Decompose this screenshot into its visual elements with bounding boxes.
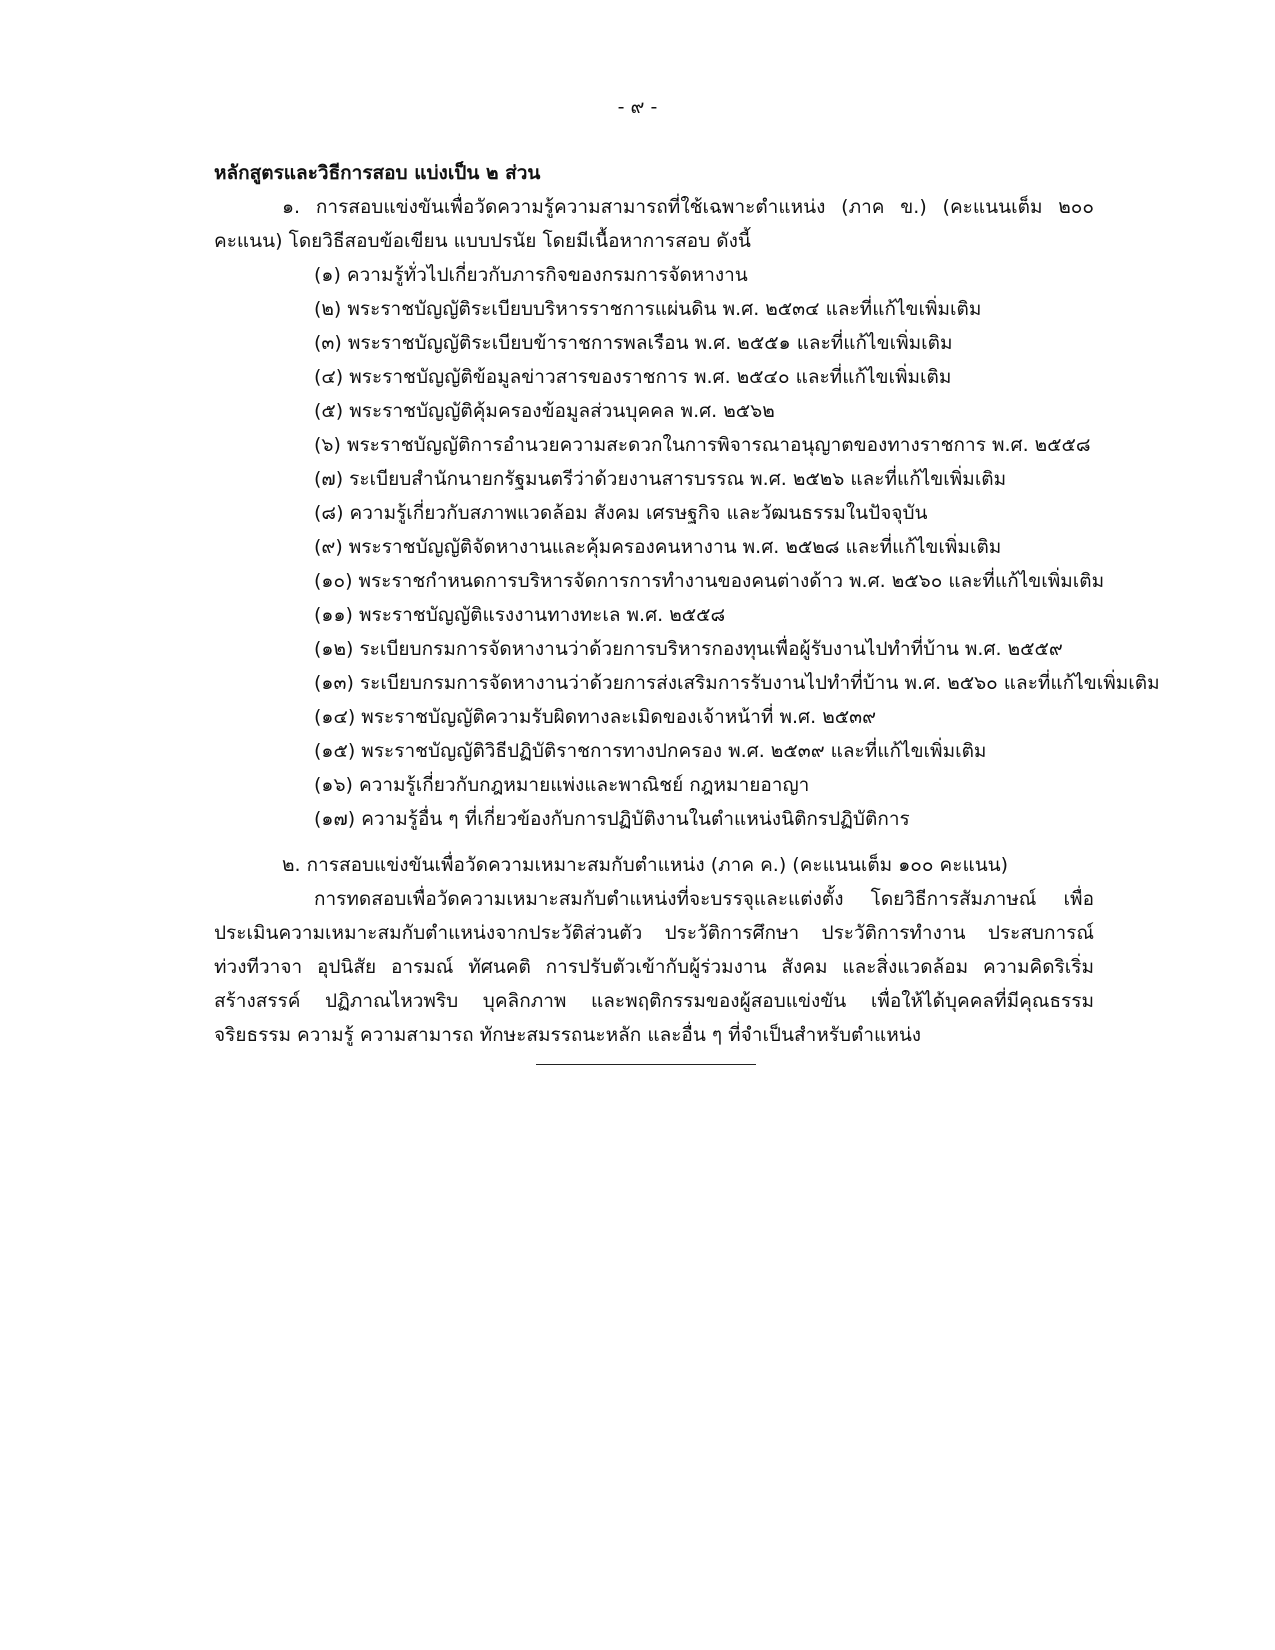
exam-topic-item: (๑๒) ระเบียบกรมการจัดหางานว่าด้วยการบริหารกองทุนเพื่อผู้รับงานไปทำที่บ้าน พ.ศ. ๒๕๕๙ — [314, 638, 1063, 660]
exam-topic-item: (๗) ระเบียบสำนักนายกรัฐมนตรีว่าด้วยงานสารบรรณ พ.ศ. ๒๕๒๖ และที่แก้ไขเพิ่มเติม — [314, 468, 1007, 490]
exam-topic-item: (๒) พระราชบัญญัติระเบียบบริหารราชการแผ่นดิน พ.ศ. ๒๕๓๔ และที่แก้ไขเพิ่มเติม — [314, 298, 982, 320]
exam-topic-item: (๖) พระราชบัญญัติการอำนวยความสะดวกในการพิจารณาอนุญาตของทางราชการ พ.ศ. ๒๕๕๘ — [314, 434, 1091, 456]
exam-topic-list — [214, 258, 1160, 836]
page-number: - ๙ - — [617, 96, 658, 118]
section-1-line-2: โดยวิธีสอบข้อเขียน แบบปรนัย โดยมีเนื้อหาการสอบ ดังนี้ — [288, 230, 751, 252]
exam-topic-item: (๑๓) ระเบียบกรมการจัดหางานว่าด้วยการส่งเสริมการรับงานไปทำที่บ้าน พ.ศ. ๒๕๖๐ และที่แก้ไขเพิ่มเติม — [314, 672, 1160, 694]
section-2-paragraph: การทดสอบเพื่อวัดความเหมาะสมกับตำแหน่งที่จะบรรจุและแต่งตั้ง โดยวิธีการสัมภาษณ์ เพื่อประเมินความเหมาะสมกับตำแหน่งจากประวัติส่วนตัว ประวัติการศึกษา ประวัติการทำงาน ประสบการณ์ ท่วงทีวาจา อุปนิสัย อารมณ์ ทัศนคติ การปรับตัวเข้ากับผู้ร่วมงาน สังคม และสิ่งแวดล้อม ความคิดริเริ่ม สร้างสรรค์ ปฏิภาณไหวพริบ บุคลิกภาพ และพฤติกรรมของผู้สอบแข่งขัน เพื่อให้ได้บุคคลที่มีคุณธรรม จริยธรรม ความรู้ ความสามารถ ทักษะสมรรถนะหลัก และอื่น ๆ ที่จำเป็นสำหรับตำแหน่ง — [214, 888, 1094, 1046]
exam-topic-item: (๑๐) พระราชกำหนดการบริหารจัดการการทำงานของคนต่างด้าว พ.ศ. ๒๕๖๐ และที่แก้ไขเพิ่มเติม — [314, 570, 1105, 592]
exam-topic-item: (๕) พระราชบัญญัติคุ้มครองข้อมูลส่วนบุคคล พ.ศ. ๒๕๖๒ — [314, 400, 775, 422]
section-2-title: ๒. การสอบแข่งขันเพื่อวัดความเหมาะสมกับตำแหน่ง (ภาค ค.) (คะแนนเต็ม ๑๐๐ คะแนน) — [282, 854, 1009, 876]
exam-topic-item: (๑๗) ความรู้อื่น ๆ ที่เกี่ยวข้องกับการปฏิบัติงานในตำแหน่งนิติกรปฏิบัติการ — [314, 808, 910, 830]
exam-topic-item: (๑๑) พระราชบัญญัติแรงงานทางทะเล พ.ศ. ๒๕๕๘ — [314, 604, 726, 626]
exam-topic-item: (๑๔) พระราชบัญญัติความรับผิดทางละเมิดของเจ้าหน้าที่ พ.ศ. ๒๕๓๙ — [314, 706, 877, 728]
section-1-title — [214, 190, 1094, 258]
exam-topic-item: (๑๖) ความรู้เกี่ยวกับกฎหมายแพ่งและพาณิชย์ กฎหมายอาญา — [314, 774, 810, 796]
exam-topic-item: (๑) ความรู้ทั่วไปเกี่ยวกับภารกิจของกรมการจัดหางาน — [314, 264, 748, 286]
section-1-line-1: ๑. การสอบแข่งขันเพื่อวัดความรู้ความสามารถที่ใช้เฉพาะตำแหน่ง (ภาค ข.) (คะแนนเต็ม ๒๐๐ คะแนน) — [214, 196, 1094, 252]
exam-topic-item: (๑๕) พระราชบัญญัติวิธีปฏิบัติราชการทางปกครอง พ.ศ. ๒๕๓๙ และที่แก้ไขเพิ่มเติม — [314, 740, 987, 762]
exam-topic-item: (๙) พระราชบัญญัติจัดหางานและคุ้มครองคนหางาน พ.ศ. ๒๕๒๘ และที่แก้ไขเพิ่มเติม — [314, 536, 1002, 558]
document-body — [214, 156, 1160, 1065]
exam-topic-item: (๓) พระราชบัญญัติระเบียบข้าราชการพลเรือน พ.ศ. ๒๕๕๑ และที่แก้ไขเพิ่มเติม — [314, 332, 953, 354]
exam-topic-item: (๔) พระราชบัญญัติข้อมูลข่าวสารของราชการ พ.ศ. ๒๕๔๐ และที่แก้ไขเพิ่มเติม — [314, 366, 952, 388]
closing-divider — [536, 1064, 756, 1065]
exam-topic-item: (๘) ความรู้เกี่ยวกับสภาพแวดล้อม สังคม เศรษฐกิจ และวัฒนธรรมในปัจจุบัน — [314, 502, 928, 524]
section-heading: หลักสูตรและวิธีการสอบ แบ่งเป็น ๒ ส่วน — [214, 162, 541, 184]
